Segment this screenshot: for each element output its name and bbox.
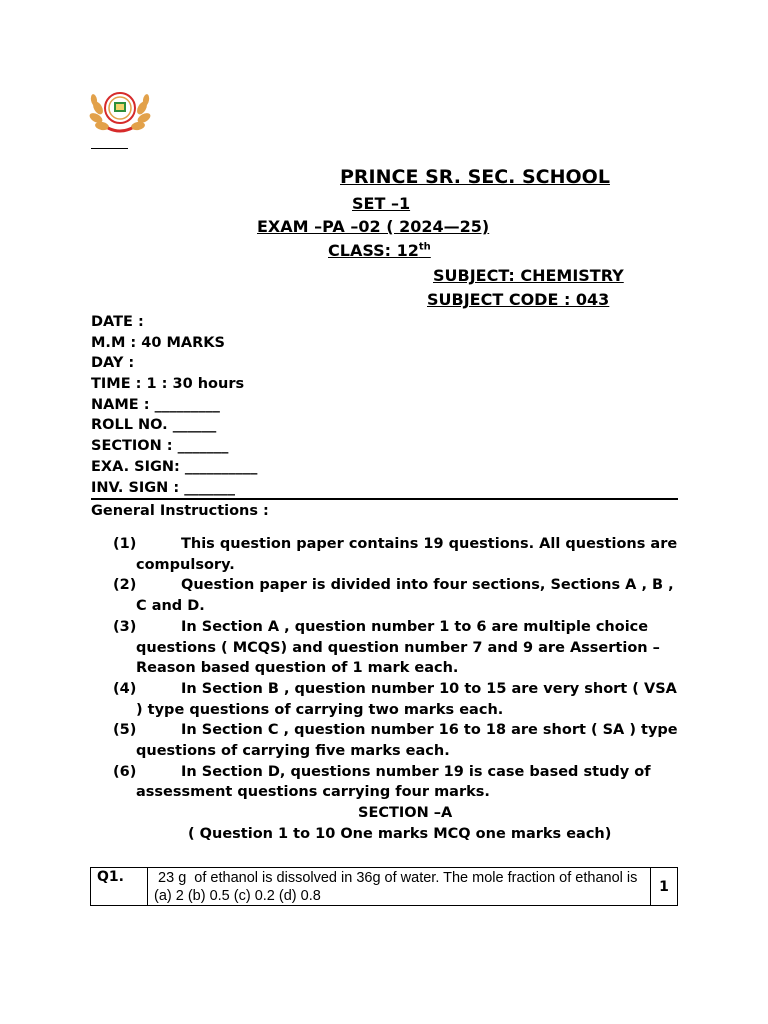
school-logo — [88, 88, 152, 134]
instruction-item — [91, 762, 681, 803]
instruction-list — [91, 534, 681, 803]
invigilator-sign-field: INV. SIGN : _______ — [91, 479, 235, 496]
instruction-item — [91, 575, 681, 616]
question-table — [90, 867, 678, 906]
time-field: TIME : 1 : 30 hours — [91, 376, 245, 393]
general-instructions-heading: General Instructions : — [91, 503, 269, 519]
set-number: SET –1 — [352, 194, 411, 213]
instruction-item — [91, 534, 681, 575]
instruction-item — [91, 720, 681, 761]
instruction-text: This question paper contains 19 questions. All questions are compulsory. — [136, 536, 678, 573]
examiner-sign-field: EXA. SIGN: __________ — [91, 458, 258, 475]
question-body — [148, 868, 651, 906]
exam-details — [91, 312, 257, 498]
date-field: DATE : — [91, 314, 144, 330]
class-label — [328, 241, 431, 260]
instruction-text: In Section A , question number 1 to 6 are multiple choice questions ( MCQS) and question number 7 and 9 are Assertion –Reason based question of 1 mark each. — [136, 618, 660, 677]
section-a-subtitle: ( Question 1 to 10 One marks MCQ one marks each) — [188, 826, 612, 842]
question-text: 23 g of ethanol is dissolved in 36g of water. The mole fraction of ethanol is — [154, 870, 638, 886]
question-options: (a) 2 (b) 0.5 (c) 0.2 (d) 0.8 — [154, 888, 321, 904]
logo-underline — [91, 148, 128, 149]
instruction-text: In Section D, questions number 19 is case based study of assessment questions carrying four marks. — [136, 763, 651, 801]
instruction-number: (3) — [113, 618, 137, 635]
subject-code: SUBJECT CODE : 043 — [427, 290, 610, 309]
day-field: DAY : — [91, 355, 135, 372]
instruction-number: (1) — [113, 536, 137, 552]
school-name: PRINCE SR. SEC. SCHOOL — [340, 166, 610, 188]
instruction-text: Question paper is divided into four sections, Sections A , B , C and D. — [136, 577, 674, 615]
instruction-number: (4) — [113, 680, 137, 697]
instruction-item — [91, 617, 681, 679]
instruction-number: (5) — [113, 722, 137, 739]
question-number: Q1. — [91, 868, 148, 906]
question-marks: 1 — [651, 868, 678, 906]
instruction-text: In Section C , question number 16 to 18 are short ( SA ) type questions of carrying five marks each. — [136, 722, 678, 760]
section-field: SECTION : _______ — [91, 438, 229, 455]
exam-title: EXAM –PA –02 ( 2024—25) — [257, 217, 490, 236]
question-row — [91, 868, 678, 906]
name-field: NAME : _________ — [91, 396, 220, 413]
subject-label: SUBJECT: CHEMISTRY — [433, 266, 624, 285]
instruction-text: In Section B , question number 10 to 15 are very short ( VSA ) type questions of carrying two marks each. — [136, 680, 677, 718]
max-marks-field: M.M : 40 MARKS — [91, 334, 225, 351]
instruction-item — [91, 679, 681, 720]
instruction-number: (6) — [113, 763, 137, 780]
roll-no-field: ROLL NO. ______ — [91, 417, 217, 434]
section-a-title: SECTION –A — [358, 805, 453, 821]
class-superscript: th — [418, 241, 431, 253]
horizontal-divider — [91, 498, 678, 500]
class-text: CLASS: 12 — [328, 241, 419, 260]
instruction-number: (2) — [113, 577, 137, 594]
